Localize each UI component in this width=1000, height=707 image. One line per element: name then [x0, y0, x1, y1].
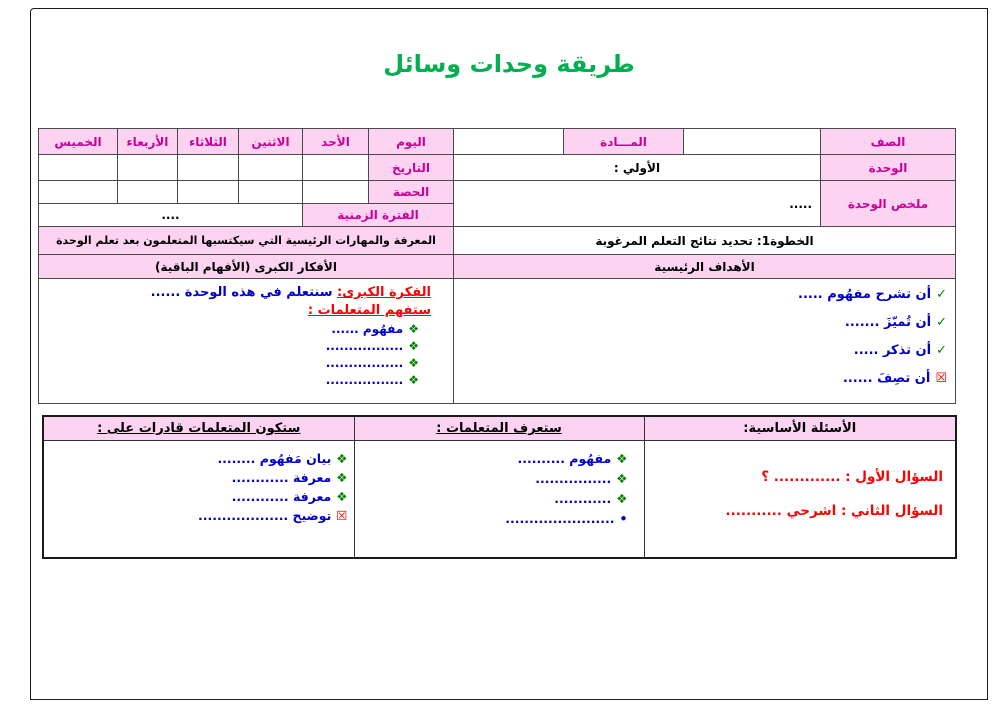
check-icon: ✓ — [936, 315, 947, 330]
diamond-bullet-icon: ❖ — [408, 373, 419, 387]
learning-outcomes-table — [42, 415, 957, 559]
understand-text: ................. — [325, 356, 404, 370]
know-item — [359, 489, 628, 509]
class-value-cell[interactable] — [684, 129, 821, 155]
diamond-bullet-icon: ❖ — [336, 488, 348, 504]
subject-label: المـــادة — [564, 129, 684, 155]
class-label: الصف — [821, 129, 956, 155]
diamond-bullet-icon: ❖ — [408, 356, 419, 370]
understand-item — [45, 355, 431, 372]
able-item — [48, 506, 348, 525]
understand-lead-line — [45, 303, 431, 318]
know-text: ................ — [535, 470, 612, 486]
day-thursday: الخميس — [39, 129, 118, 155]
date-cell-wednesday[interactable] — [118, 155, 178, 181]
day-tuesday: الثلاثاء — [178, 129, 239, 155]
timespan-value[interactable]: .... — [39, 204, 303, 227]
students-know-cell — [354, 440, 644, 558]
goal-text: أن تصِفَ ...... — [842, 371, 931, 386]
day-wednesday: الأربعاء — [118, 129, 178, 155]
diamond-bullet-icon: ❖ — [408, 322, 419, 336]
know-text: مفهُوم .......... — [517, 450, 612, 466]
diamond-bullet-icon: ❖ — [616, 490, 628, 506]
period-cell-monday[interactable] — [239, 181, 303, 204]
able-text: بيان مَفهُوم ........ — [217, 450, 332, 466]
day-sunday: الأحد — [303, 129, 369, 155]
able-item — [48, 487, 348, 506]
goal-item — [458, 371, 947, 399]
essential-questions-header: الأسئلة الأساسية: — [644, 416, 956, 440]
ballot-box-x-icon: ☒ — [336, 507, 348, 523]
understand-lead: ستفهم المتعلمات : — [307, 303, 431, 318]
students-know-header: ستعرف المتعلمات : — [354, 416, 644, 440]
lesson-info-table — [38, 128, 956, 404]
date-label: التاريخ — [369, 155, 454, 181]
date-cell-monday[interactable] — [239, 155, 303, 181]
check-icon: ✓ — [936, 343, 947, 358]
unit-summary-label: ملخص الوحدة — [821, 181, 956, 227]
knowledge-skills-header: المعرفة والمهارات الرئيسية التي سيكتسبها المتعلمون بعد تعلم الوحدة — [39, 227, 454, 255]
students-able-cell — [43, 440, 354, 558]
goal-item — [458, 343, 947, 371]
unit-label: الوحدة — [821, 155, 956, 181]
big-idea-line — [45, 285, 431, 300]
date-cell-sunday[interactable] — [303, 155, 369, 181]
period-cell-wednesday[interactable] — [118, 181, 178, 204]
understand-text: ................. — [325, 373, 404, 387]
day-label: اليوم — [369, 129, 454, 155]
essential-questions-cell — [644, 440, 956, 558]
goal-text: أن تشرح مفهُوم ..... — [798, 287, 932, 302]
period-label: الحصة — [369, 181, 454, 204]
able-text: معرفة ............ — [231, 488, 332, 504]
diamond-bullet-icon: ❖ — [336, 469, 348, 485]
question-2: السؤال الثاني : اشرحي ........... — [725, 502, 943, 519]
date-cell-thursday[interactable] — [39, 155, 118, 181]
goal-text: أن تذكر ..... — [853, 343, 932, 358]
able-item — [48, 468, 348, 487]
big-idea-text: سنتعلم في هذه الوحدة ...... — [150, 285, 333, 300]
goals-list-cell — [454, 279, 956, 404]
able-item — [48, 449, 348, 468]
big-idea-lead: الفكرة الكبرى: — [337, 285, 431, 300]
students-able-header: ستكون المتعلمات قادرات على : — [43, 416, 354, 440]
know-text: ............ — [554, 490, 612, 506]
diamond-bullet-icon: ❖ — [616, 450, 628, 466]
page-title: طريقة وحدات وسائل — [383, 50, 635, 78]
unit-value[interactable]: الأولي : — [454, 155, 821, 181]
understand-text: مفهُوم ...... — [331, 322, 404, 336]
main-goals-header: الأهداف الرئيسية — [454, 255, 956, 279]
day-monday: الاثنين — [239, 129, 303, 155]
diamond-bullet-icon: ❖ — [616, 470, 628, 486]
know-item — [359, 509, 628, 529]
ballot-box-x-icon: ☒ — [935, 371, 947, 386]
period-cell-tuesday[interactable] — [178, 181, 239, 204]
understand-text: ................. — [325, 339, 404, 353]
unit-summary-value[interactable]: ..... — [454, 181, 821, 227]
period-cell-sunday[interactable] — [303, 181, 369, 204]
know-text: ....................... — [505, 510, 615, 526]
timespan-label: الفترة الزمنية — [303, 204, 454, 227]
able-text: توضيح ................... — [197, 507, 332, 523]
question-1: السؤال الأول : ............. ؟ — [761, 468, 943, 485]
diamond-bullet-icon: ❖ — [408, 339, 419, 353]
goal-text: أن تُميّزَ ....... — [844, 315, 932, 330]
understand-item — [45, 338, 431, 355]
goal-item — [458, 287, 947, 315]
diamond-bullet-icon: ❖ — [336, 450, 348, 466]
period-cell-thursday[interactable] — [39, 181, 118, 204]
big-ideas-header: الأفكار الكبرى (الأفهام الباقية) — [39, 255, 454, 279]
subject-value-cell[interactable] — [454, 129, 564, 155]
understand-item — [45, 321, 431, 338]
step1-title: الخطوة1: تحديد نتائج التعلم المرغوبة — [454, 227, 956, 255]
date-cell-tuesday[interactable] — [178, 155, 239, 181]
able-text: معرفة ............ — [231, 469, 332, 485]
dot-bullet-icon: • — [619, 510, 628, 526]
know-item — [359, 449, 628, 469]
know-item — [359, 469, 628, 489]
understand-item — [45, 372, 431, 389]
goal-item — [458, 315, 947, 343]
check-icon: ✓ — [936, 287, 947, 302]
big-ideas-cell — [39, 279, 454, 404]
